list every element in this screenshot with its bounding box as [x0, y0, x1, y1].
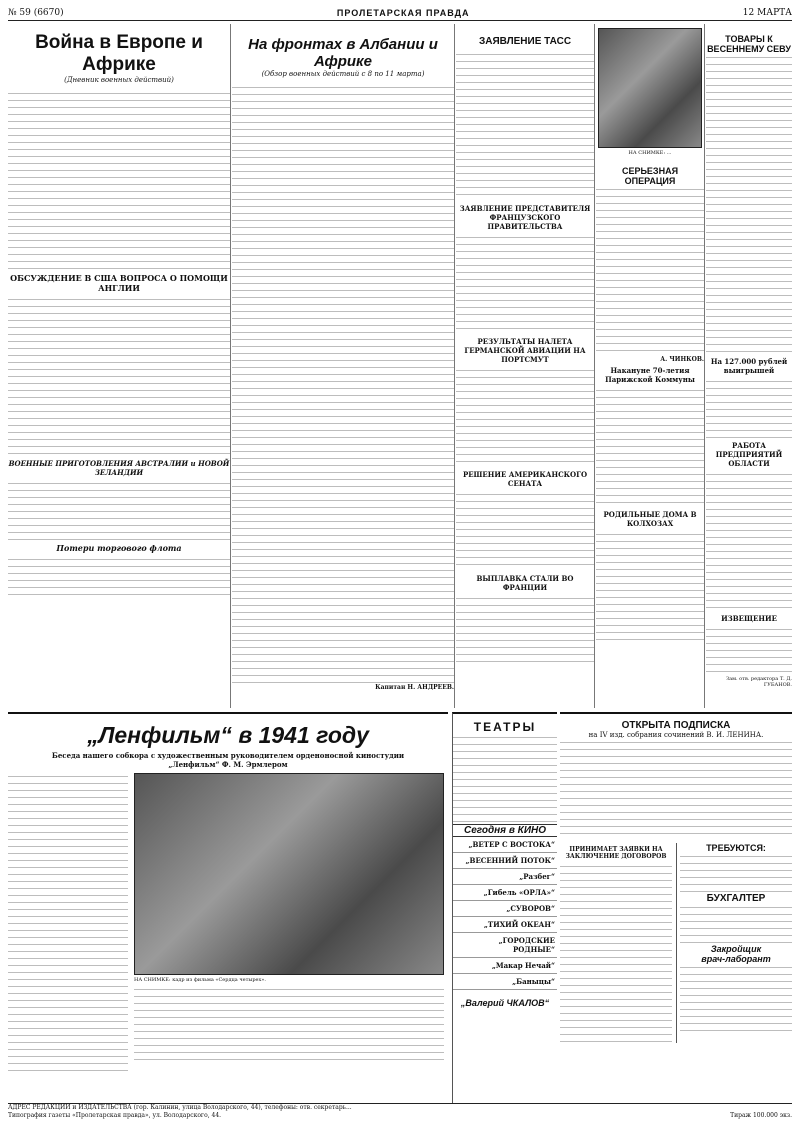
accountant-title: БУХГАЛТЕР: [706, 893, 766, 904]
war-text: [8, 90, 230, 270]
lenfilm-subtitle: Беседа нашего собкора с художественным руководителем орденоносной киностудии „Ленфильм“ Ф. М. Эрмлером: [51, 751, 405, 769]
war-text-2: [8, 296, 230, 456]
cinema-item: „СУВОРОВ“: [453, 901, 557, 917]
lenfilm-text: [8, 773, 128, 1073]
spring-text: [706, 54, 792, 354]
tass-france-text: [456, 234, 594, 334]
cinema-item: „ВЕСЕННИЙ ПОТОК“: [453, 853, 557, 869]
accountant-text: [680, 904, 792, 944]
front-photo: [598, 28, 702, 148]
lenfilm-section: [8, 712, 448, 1104]
tass-title: ЗАЯВЛЕНИЕ ТАСС: [478, 36, 572, 47]
notices-text: [706, 626, 792, 676]
subscription-title: ОТКРЫТА ПОДПИСКА: [621, 720, 731, 731]
cinema-item: „Баныцы“: [453, 974, 557, 990]
lenfilm-text-2: [134, 986, 444, 1066]
spring-column: [706, 24, 792, 708]
commune-text: [596, 387, 704, 507]
tass-france-title: ЗАЯВЛЕНИЕ ПРЕДСТАВИТЕЛЯ ФРАНЦУЗСКОГО ПРАВИТЕЛЬСТВА: [459, 204, 591, 231]
footer-address: АДРЕС РЕДАКЦИИ и ИЗДАТЕЛЬСТВА (гор. Калинин, улица Володарского, 44), телефоны: отв. секретарь...: [8, 1104, 352, 1111]
war-text-4: [8, 556, 230, 596]
tailor-title: Закройщик: [710, 944, 762, 954]
lenfilm-title: „Ленфильм“ в 1941 году: [87, 722, 369, 748]
war-subtitle: (Дневник военных действий): [64, 76, 174, 84]
footer-printer: Типография газеты «Пролетарская правда», ул. Володарского, 44.: [8, 1112, 222, 1119]
cinema-item: „ТИХИЙ ОКЕАН“: [453, 917, 557, 933]
cinema-list: [453, 837, 557, 990]
subscription-subtitle: на IV изд. собрания сочинений В. И. ЛЕНИНА.: [588, 731, 764, 739]
lab-doctor-title: врач-лаборант: [701, 954, 771, 964]
tass-portsmouth-text: [456, 367, 594, 467]
war-column: [8, 24, 231, 708]
cinema-item: „Гибель «ОРЛА»“: [453, 885, 557, 901]
tass-senate-title: РЕШЕНИЕ АМЕРИКАНСКОГО СЕНАТА: [462, 470, 588, 488]
serious-operation-title: СЕРЬЕЗНАЯ ОПЕРАЦИЯ: [621, 166, 679, 186]
tass-senate-text: [456, 491, 594, 571]
masthead-bar: [8, 6, 792, 21]
war-text-3: [8, 480, 230, 540]
tass-steel-title: ВЫПЛАВКА СТАЛИ ВО ФРАНЦИИ: [476, 574, 574, 592]
enterprise-title: РАБОТА ПРЕДПРИЯТИЙ ОБЛАСТИ: [715, 441, 783, 468]
albania-signature: Капитан Н. АНДРЕЕВ.: [375, 684, 454, 691]
required-title: ТРЕБУЮТСЯ:: [706, 843, 766, 853]
albania-column: [232, 24, 455, 708]
lenfilm-photo-caption: НА СНИМКЕ: кадр из фильма «Сердца четырех».: [134, 977, 266, 983]
editor-signature: Зам. отв. редактора Т. Д. ГУБАНОВ.: [726, 676, 792, 688]
cinema-item: „ГОРОДСКИЕ РОДНЫЕ“: [453, 933, 557, 958]
serious-operation-text: [596, 186, 704, 356]
maternity-title: РОДИЛЬНЫЕ ДОМА В КОЛХОЗАХ: [603, 510, 697, 528]
theatres-title: ТЕАТРЫ: [473, 720, 537, 734]
serious-operation-signature: А. ЧИНКОВ.: [660, 356, 704, 363]
tass-steel-text: [456, 595, 594, 665]
ads-section: [560, 712, 792, 1104]
tass-text: [456, 51, 594, 201]
tass-column: [456, 24, 595, 708]
ads-text: [680, 964, 792, 1034]
lottery-text: [706, 378, 792, 438]
cinema-item: „ВЕТЕР С ВОСТОКА“: [453, 837, 557, 853]
subscription-text: [560, 739, 792, 839]
war-title: Война в Европе и Африке: [35, 32, 203, 75]
war-subhead-losses: Потери торгового флота: [56, 543, 182, 553]
footer: [8, 1103, 792, 1128]
features-column: [596, 24, 705, 708]
notices-title: ИЗВЕЩЕНИЕ: [721, 614, 777, 623]
spring-title: ТОВАРЫ К ВЕСЕННЕМУ СЕВУ: [707, 34, 791, 54]
lenfilm-photo: [134, 773, 444, 975]
issue-date: 12 МАРТА: [742, 8, 792, 18]
albania-subtitle: (Обзор военных действий с 8 по 11 марта): [261, 70, 425, 78]
tass-portsmouth-title: РЕЗУЛЬТАТЫ НАЛЕТА ГЕРМАНСКОЙ АВИАЦИИ НА ПОРТСМУТ: [464, 337, 586, 364]
commune-title: Накануне 70-летия Парижской Коммуны: [605, 366, 695, 384]
chkalov-title: „Валерий ЧКАЛОВ“: [460, 998, 550, 1008]
newspaper-title: ПРОЛЕТАРСКАЯ ПРАВДА: [336, 8, 470, 18]
theatres-section: [452, 712, 557, 1104]
issue-number: № 59 (6670): [8, 8, 64, 18]
lottery-title: На 127.000 рублей выигрышей: [710, 357, 788, 375]
required-text: [680, 853, 792, 893]
albania-title: На фронтах в Албании и Африке: [248, 36, 438, 70]
war-subhead-usa: ОБСУЖДЕНИЕ В США ВОПРОСА О ПОМОЩИ АНГЛИИ: [10, 273, 228, 293]
cinema-item: „Разбег“: [453, 869, 557, 885]
theatres-text: [453, 734, 557, 824]
enterprise-text: [706, 471, 792, 611]
accepts-text: [560, 863, 672, 1043]
footer-circulation: Тираж 100.000 экз.: [730, 1112, 792, 1119]
accepts-title: ПРИНИМАЕТ ЗАЯВКИ НА ЗАКЛЮЧЕНИЕ ДОГОВОРОВ: [565, 846, 667, 860]
cinema-title: Сегодня в КИНО: [453, 824, 557, 837]
maternity-text: [596, 531, 704, 641]
front-photo-caption: НА СНИМКЕ: ...: [628, 150, 672, 156]
albania-text: [232, 84, 454, 684]
war-subhead-australia: ВОЕННЫЕ ПРИГОТОВЛЕНИЯ АВСТРАЛИИ и НОВОЙ ЗЕЛАНДИИ: [8, 459, 230, 477]
cinema-item: „Макар Нечай“: [453, 958, 557, 974]
